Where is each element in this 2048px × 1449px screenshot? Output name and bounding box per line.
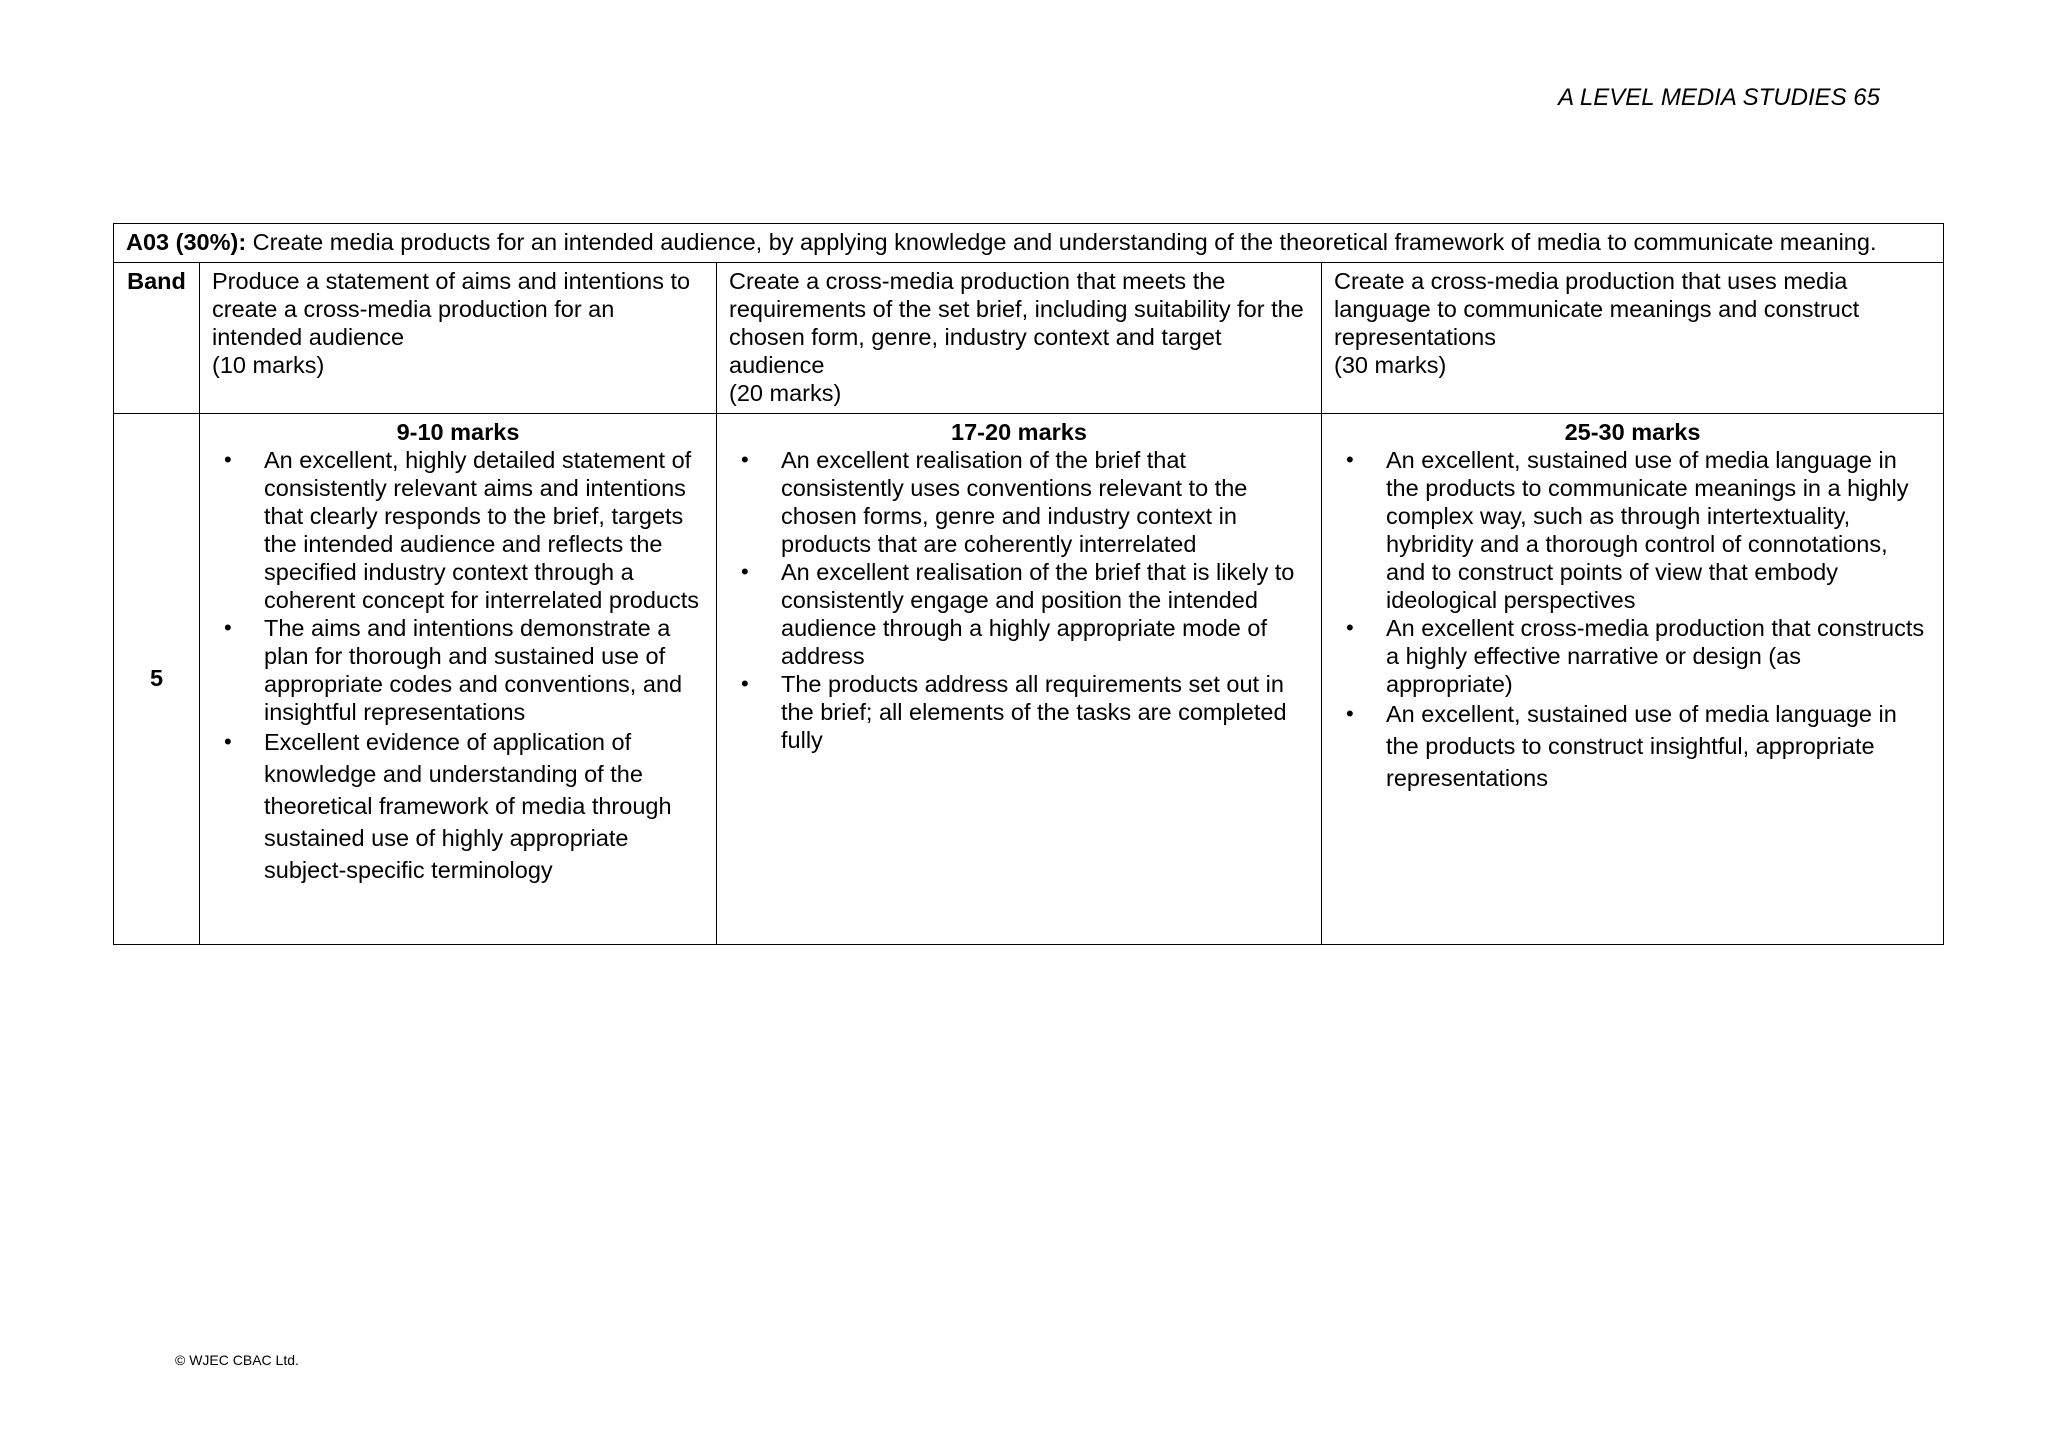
criteria-list — [212, 446, 704, 886]
list-item: • An excellent realisation of the brief that is likely to consistently engage and position the intended audience through a highly appropriate mode of address — [781, 558, 1309, 670]
criteria-cell-production-brief — [717, 414, 1322, 945]
list-item: • An excellent, sustained use of media language in the products to construct insightful, appropriate representations — [1386, 698, 1931, 794]
list-item: • An excellent, sustained use of media language in the products to communicate meanings in a highly complex way, such as through intertextuality, hybridity and a thorough control of connotations, and to construct points of view that embody ideological perspectives — [1386, 446, 1931, 614]
objective-row — [114, 224, 1944, 263]
marks-range: 17-20 marks — [951, 419, 1087, 445]
list-item: • The products address all requirements set out in the brief; all elements of the tasks are completed fully — [781, 670, 1309, 754]
objective-text: Create media products for an intended audience, by applying knowledge and understanding of the theoretical framework of media to communicate meaning. — [246, 229, 1877, 255]
assessment-rubric-table — [113, 223, 1944, 945]
column-heading-text: Create a cross-media production that uses media language to communicate meanings and construct representations — [1334, 268, 1860, 350]
column-marks: (10 marks) — [212, 352, 325, 378]
marks-range: 9-10 marks — [396, 419, 520, 445]
column-marks: (20 marks) — [729, 380, 842, 406]
criteria-list — [729, 446, 1309, 754]
list-item: • An excellent realisation of the brief that consistently uses conventions relevant to the chosen forms, genre and industry context in products that are coherently interrelated — [781, 446, 1309, 558]
objective-code: A03 (30%): — [126, 229, 247, 255]
list-item: • An excellent, highly detailed statement of consistently relevant aims and intentions that clearly responds to the brief, targets the intended audience and reflects the specified industry context through a coherent concept for interrelated products — [264, 446, 704, 614]
objective-cell — [114, 224, 1944, 263]
band-number: 5 — [114, 414, 200, 945]
criteria-cell-aims — [200, 414, 717, 945]
column-heading-text: Produce a statement of aims and intentions to create a cross-media production for an intended audience — [212, 268, 691, 350]
list-item: • Excellent evidence of application of knowledge and understanding of the theoretical framework of media through sustained use of highly appropriate subject-specific terminology — [264, 726, 704, 886]
list-item: • The aims and intentions demonstrate a plan for thorough and sustained use of appropriate codes and conventions, and insightful representations — [264, 614, 704, 726]
band-header: Band — [114, 263, 200, 414]
copyright-footer: © WJEC CBAC Ltd. — [175, 1352, 299, 1368]
band-5-row — [114, 414, 1944, 945]
list-item: • An excellent cross-media production that constructs a highly effective narrative or design (as appropriate) — [1386, 614, 1931, 698]
column-heading-text: Create a cross-media production that meets the requirements of the set brief, including suitability for the chosen form, genre, industry context and target audience — [729, 268, 1304, 378]
column-marks: (30 marks) — [1334, 352, 1447, 378]
column-heading-media-language — [1322, 263, 1944, 414]
criteria-list — [1334, 446, 1931, 794]
column-heading-production-brief — [717, 263, 1322, 414]
marks-range: 25-30 marks — [1564, 419, 1701, 445]
page-header: A LEVEL MEDIA STUDIES 65 — [1558, 84, 1880, 111]
criteria-cell-media-language — [1322, 414, 1944, 945]
column-heading-aims — [200, 263, 717, 414]
column-heading-row — [114, 263, 1944, 414]
